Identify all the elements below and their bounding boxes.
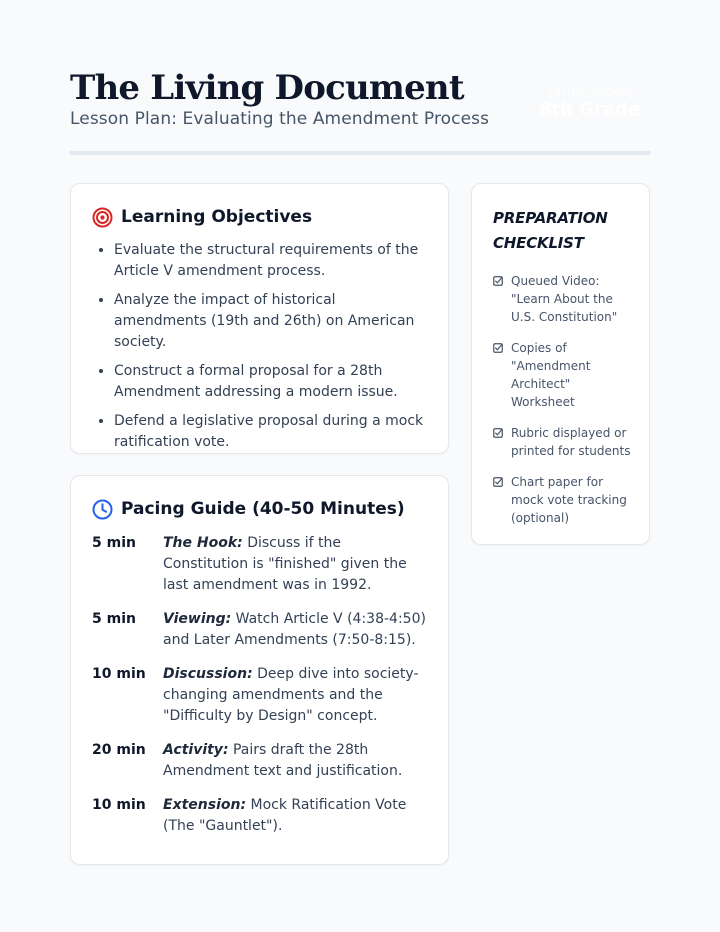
checklist-item (493, 424, 631, 460)
header-divider (70, 151, 650, 155)
checklist-item-text: Queued Video: "Learn About the U.S. Constitution" (511, 274, 618, 324)
page-title: The Living Document (70, 68, 464, 108)
pacing-step-label: Discussion: (163, 666, 253, 682)
pacing-row (92, 533, 428, 596)
pacing-step-label: Extension: (163, 797, 247, 813)
grade-badge (539, 82, 640, 122)
learning-objectives-card (70, 183, 449, 454)
objective-item: • Defend a legislative proposal during a mock ratification vote. (114, 411, 428, 453)
page-header (70, 68, 650, 156)
checklist-item-text: Chart paper for mock vote tracking (optional) (511, 475, 627, 525)
target-icon (92, 207, 113, 228)
objective-item: • Construct a formal proposal for a 28th Amendment addressing a modern issue. (114, 361, 428, 403)
pacing-row (92, 609, 428, 651)
pacing-guide-title: Pacing Guide (40-50 Minutes) (121, 499, 405, 519)
objective-item: • Analyze the impact of historical amendments (19th and 26th) on American society. (114, 290, 428, 353)
page-subtitle: Lesson Plan: Evaluating the Amendment Process (70, 109, 490, 129)
checklist-title: PREPARATION CHECKLIST (493, 209, 608, 252)
pacing-description (163, 533, 428, 596)
learning-objectives-heading (92, 206, 428, 228)
checklist-item-text: Copies of "Amendment Architect" Worksheet (511, 341, 591, 409)
pacing-description (163, 795, 428, 837)
pacing-step-text: Deep dive into society-changing amendments and the "Difficulty by Design" concept. (163, 666, 419, 724)
grade-value: 8th Grade (538, 99, 640, 120)
pacing-row (92, 795, 428, 837)
checklist-item (493, 339, 631, 411)
checkbox-icon (493, 343, 503, 353)
learning-objectives-title: Learning Objectives (121, 207, 313, 227)
preparation-checklist-card (471, 183, 650, 545)
checkbox-icon (493, 276, 503, 286)
objective-item: • Evaluate the structural requirements of the Article V amendment process. (114, 240, 428, 282)
pacing-step-text: Watch Article V (4:38-4:50) and Later Amendments (7:50-8:15). (163, 611, 426, 648)
pacing-step-text: Pairs draft the 28th Amendment text and justification. (163, 742, 403, 779)
pacing-step-label: Activity: (163, 742, 229, 758)
grade-label: Target Level (547, 83, 632, 97)
checklist-item (493, 473, 631, 527)
pacing-step-text: Discuss if the Constitution is "finished" given the last amendment was in 1992. (163, 535, 407, 593)
objectives-list (92, 240, 428, 453)
pacing-guide-card (70, 475, 449, 865)
pacing-description (163, 664, 428, 727)
pacing-step-label: Viewing: (163, 611, 232, 627)
pacing-description (163, 740, 428, 782)
pacing-row (92, 740, 428, 782)
pacing-step-text: Mock Ratification Vote (The "Gauntlet"). (163, 797, 407, 834)
clock-icon (92, 499, 113, 520)
pacing-duration: 10 min (92, 666, 146, 682)
pacing-description (163, 609, 428, 651)
pacing-duration: 5 min (92, 611, 136, 627)
pacing-duration: 10 min (92, 797, 146, 813)
checklist-item-text: Rubric displayed or printed for students (511, 426, 631, 458)
checklist-item (493, 272, 631, 326)
checkbox-icon (493, 477, 503, 487)
pacing-duration: 5 min (92, 535, 136, 551)
pacing-guide-heading (92, 498, 428, 520)
checkbox-icon (493, 428, 503, 438)
pacing-row (92, 664, 428, 727)
pacing-duration: 20 min (92, 742, 146, 758)
pacing-step-label: The Hook: (163, 535, 243, 551)
